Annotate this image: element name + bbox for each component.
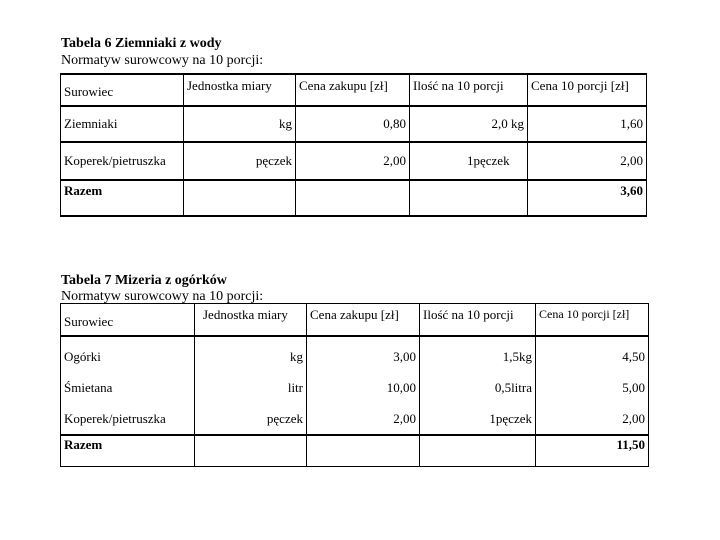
table6-cell-surowiec: Ziemniaki: [61, 106, 184, 142]
list-item: 1,5kg: [502, 348, 532, 364]
list-item: kg: [290, 348, 303, 364]
table-row: [61, 142, 647, 180]
table6-total-empty-cell: [184, 180, 296, 216]
list-item: 2,00: [622, 410, 645, 426]
table6-cell-cena-porcji: 2,00: [528, 142, 647, 180]
list-item: Śmietana: [64, 379, 113, 395]
list-item: 1pęczek: [489, 410, 532, 426]
table6-total-empty-cell: [296, 180, 410, 216]
table7-total-empty-cell: [307, 435, 420, 467]
list-item: 5,00: [622, 379, 645, 395]
table7-cell-ilosc: [420, 336, 536, 435]
table6-cell-cena-zakupu: 2,00: [296, 142, 410, 180]
table-row: [61, 106, 647, 142]
table6-header-surowiec: Surowiec: [61, 74, 184, 106]
table7-cell-surowiec: [61, 336, 195, 435]
table6: [60, 73, 647, 217]
table6-header-cena-porcji: Cena 10 porcji [zł]: [528, 74, 647, 106]
table7-header-surowiec: Surowiec: [61, 304, 195, 336]
table6-total-value: 3,60: [528, 180, 647, 216]
list-item: 2,00: [393, 410, 416, 426]
table6-total-label: Razem: [61, 180, 184, 216]
table7-cell-jednostka: [195, 336, 307, 435]
table6-cell-cena-porcji: 1,60: [528, 106, 647, 142]
table6-header-ilosc: Ilość na 10 porcji: [410, 74, 528, 106]
table6-title: Tabela 6 Ziemniaki z wody: [61, 36, 222, 51]
table7-total-value: 11,50: [536, 435, 649, 467]
table6-subtitle: Normatyw surowcowy na 10 porcji:: [61, 53, 264, 68]
table6-header-jednostka: Jednostka miary: [184, 74, 296, 106]
table7-subtitle: Normatyw surowcowy na 10 porcji:: [61, 289, 264, 304]
table-row: [61, 336, 649, 435]
table7-header-jednostka: Jednostka miary: [195, 304, 307, 336]
list-item: pęczek: [266, 410, 303, 426]
table7-total-empty-cell: [420, 435, 536, 467]
list-item: 0,5litra: [494, 379, 532, 395]
table7-header-cena-zakupu: Cena zakupu [zł]: [307, 304, 420, 336]
table7-cell-cena-zakupu: [307, 336, 420, 435]
table6-cell-ilosc: 1pęczek: [410, 142, 528, 180]
table6-header-row: [61, 74, 647, 106]
table6-total-row: [61, 180, 647, 216]
table7-total-label: Razem: [61, 435, 195, 467]
list-item: litr: [287, 379, 303, 395]
table7-total-row: [61, 435, 649, 467]
list-item: Koperek/pietruszka: [64, 410, 166, 426]
table6-cell-jednostka: pęczek: [184, 142, 296, 180]
list-item: 3,00: [393, 348, 416, 364]
table7-header-ilosc: Ilość na 10 porcji: [420, 304, 536, 336]
table6-cell-ilosc: 2,0 kg: [410, 106, 528, 142]
list-item: Ogórki: [64, 348, 101, 364]
table6-total-empty-cell: [410, 180, 528, 216]
table7-total-empty-cell: [195, 435, 307, 467]
table7-cell-cena-porcji: [536, 336, 649, 435]
list-item: 10,00: [386, 379, 416, 395]
table7-title: Tabela 7 Mizeria z ogórków: [61, 273, 227, 288]
table6-cell-jednostka: kg: [184, 106, 296, 142]
table7-header-cena-porcji: Cena 10 porcji [zł]: [536, 304, 649, 336]
table7-header-row: [61, 304, 649, 336]
table6-cell-surowiec: Koperek/pietruszka: [61, 142, 184, 180]
table6-header-cena-zakupu: Cena zakupu [zł]: [296, 74, 410, 106]
table6-cell-cena-zakupu: 0,80: [296, 106, 410, 142]
table7: [60, 303, 649, 467]
list-item: 4,50: [622, 348, 645, 364]
